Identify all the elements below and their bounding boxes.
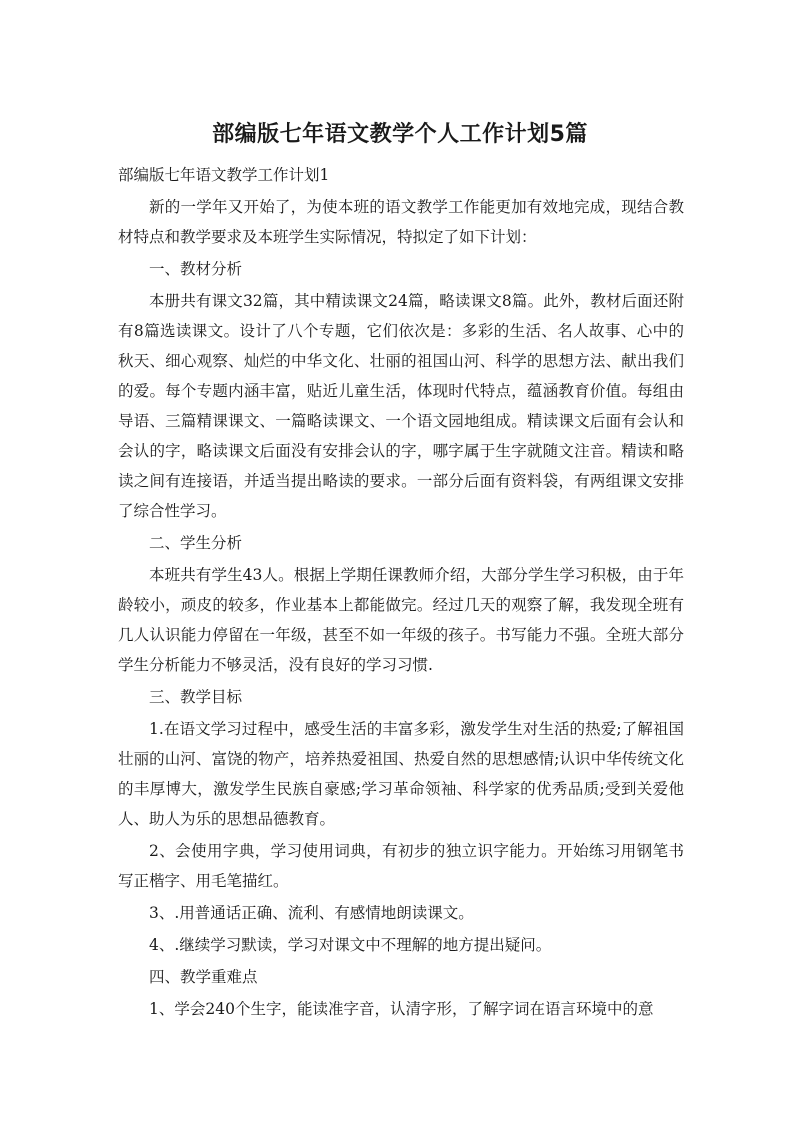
- document-body: [118, 160, 684, 1026]
- paragraph-goal-3: 3、.用普通话正确、流利、有感情地朗读课文。: [149, 904, 474, 922]
- section-heading-goals: 三、教学目标: [149, 688, 243, 706]
- section-heading-materials: 一、教材分析: [149, 260, 243, 278]
- paragraph-materials: 本册共有课文32篇，其中精读课文24篇，略读课文8篇。此外，教材后面还附有8篇选读课文。设计了八个专题，它们依次是：多彩的生活、名人故事、心中的秋天、细心观察、灿烂的中华文化、壮丽的祖国山河、科学的思想方法、献出我们的爱。每个专题内涵丰富，贴近儿童生活，体现时代特点，蕴涵教育价值。每组由导语、三篇精课课文、一篇略读课文、一个语文园地组成。精读课文后面有会认和会认的字，略读课文后面没有安排会认的字，哪字属于生字就随文注音。精读和略读之间有连接语，并适当提出略读的要求。一部分后面有资料袋，有两组课文安排了综合性学习。: [118, 292, 684, 520]
- intro-paragraph: 新的一学年又开始了，为使本班的语文教学工作能更加有效地完成，现结合教材特点和教学要求及本班学生实际情况，特拟定了如下计划：: [118, 198, 684, 246]
- document-title: 部编版七年语文教学个人工作计划5篇: [212, 122, 588, 147]
- section-heading-keypoints: 四、教学重难点: [149, 968, 258, 986]
- paragraph-goal-2: 2、会使用字典，学习使用词典，有初步的独立识字能力。开始练习用钢笔书写正楷字、用毛笔描红。: [118, 842, 684, 890]
- section-heading-students: 二、学生分析: [149, 534, 243, 552]
- paragraph-students: 本班共有学生43人。根据上学期任课教师介绍，大部分学生学习积极，由于年龄较小，顽皮的较多，作业基本上都能做完。经过几天的观察了解，我发现全班有几人认识能力停留在一年级，甚至不如一年级的孩子。书写能力不强。全班大部分学生分析能力不够灵活，没有良好的学习习惯.: [118, 566, 684, 674]
- paragraph-goal-1: 1.在语文学习过程中，感受生活的丰富多彩，激发学生对生活的热爱;了解祖国壮丽的山河、富饶的物产，培养热爱祖国、热爱自然的思想感情;认识中华传统文化的丰厚博大，激发学生民族自豪感;学习革命领袖、科学家的优秀品质;受到关爱他人、助人为乐的思想品德教育。: [118, 720, 684, 828]
- document-subtitle: 部编版七年语文教学工作计划1: [118, 166, 330, 184]
- paragraph-keypoint-1: 1、学会240个生字，能读准字音，认清字形，了解字词在语言环境中的意: [149, 1000, 654, 1018]
- paragraph-goal-4: 4、.继续学习默读，学习对课文中不理解的地方提出疑问。: [149, 936, 552, 954]
